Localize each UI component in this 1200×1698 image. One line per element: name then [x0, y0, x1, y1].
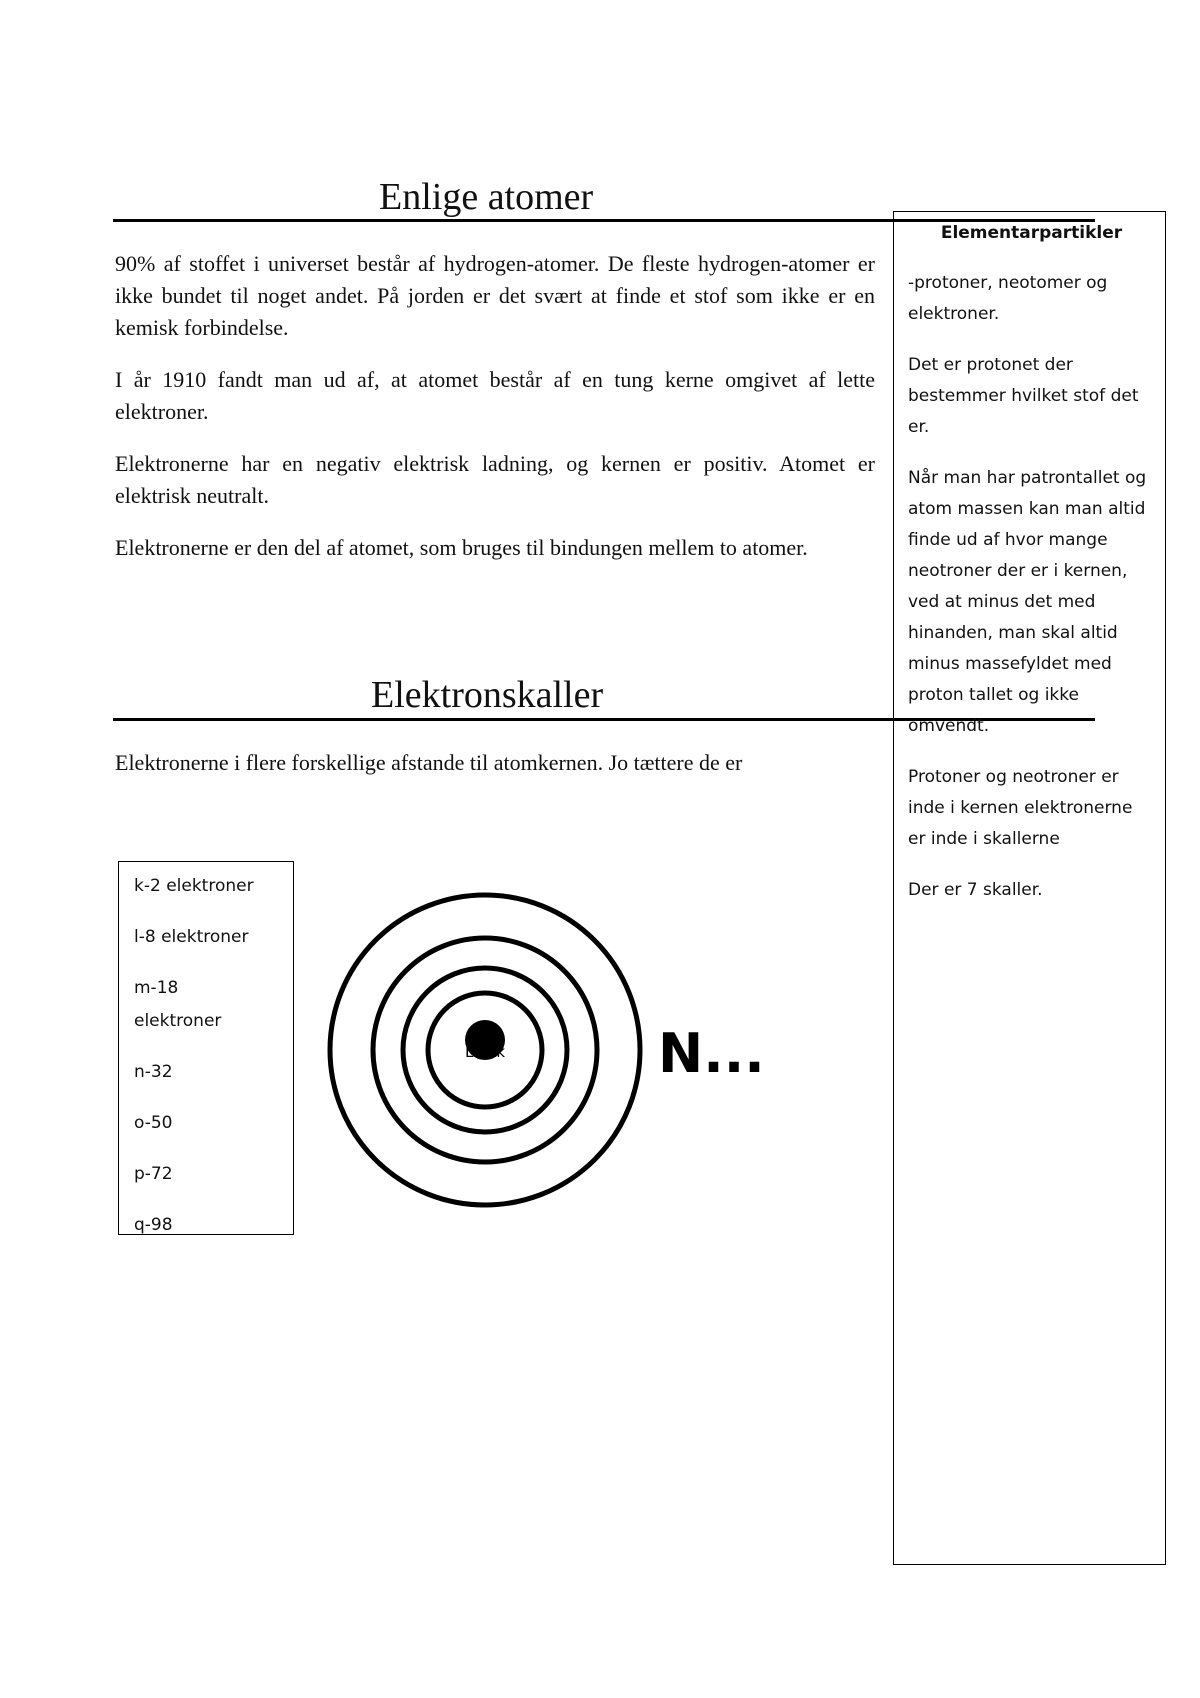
sidebar-paragraph: Når man har patrontallet og atom massen kan man altid finde ud af hvor mange neotroner der er i kernen, ved at minus det med hinanden, man skal altid minus massefyldet med proton tallet og ikke omvendt. [908, 468, 1147, 736]
paragraph: Elektronerne har en negativ elektrisk ladning, og kernen er positiv. Atomet er elektrisk neutralt. [115, 451, 875, 508]
paragraph: I år 1910 fandt man ud af, at atomet består af en tung kerne omgivet af lette elektroner. [115, 367, 875, 424]
heading-elektronskaller: Elektronskaller [371, 674, 604, 716]
paragraph: Elektronerne i flere forskellige afstande til atomkernen. Jo tættere de er [115, 750, 743, 775]
shell-item-k: k-2 elektroner [134, 876, 254, 896]
sidebar-paragraph: Der er 7 skaller. [908, 880, 1043, 900]
paragraph: 90% af stoffet i universet består af hydrogen-atomer. De fleste hydrogen-atomer er ikke bundet til noget andet. På jorden er det svært at finde et stof som ikke er en kemisk forbindelse. [115, 251, 875, 340]
nucleus-label: L...kk [464, 1043, 506, 1061]
shell-list-box [118, 861, 294, 1235]
shell-item-n: n-32 [134, 1062, 173, 1082]
electron-shell-diagram [310, 880, 790, 1220]
sidebar-elementarpartikler [893, 211, 1166, 1565]
shell-item-o: o-50 [134, 1113, 173, 1133]
paragraph: Elektronerne er den del af atomet, som bruges til bindungen mellem to atomer. [115, 535, 808, 560]
sidebar-paragraph: Protoner og neotroner er inde i kernen elektronerne er inde i skallerne [908, 767, 1133, 849]
sidebar-paragraph: Det er protonet der bestemmer hvilket stof det er. [908, 355, 1139, 437]
sidebar-title: Elementarpartikler [940, 223, 1123, 243]
section2-body [115, 747, 875, 799]
shell-n-label: N... [658, 1022, 765, 1085]
shell-item-p: p-72 [134, 1164, 173, 1184]
heading-enlige-atomer: Enlige atomer [379, 176, 594, 218]
shell-item-m: m-18 elektroner [134, 978, 222, 1031]
sidebar-paragraph: -protoner, neotomer og elektroner. [908, 273, 1108, 324]
section1-body [115, 248, 875, 584]
shell-item-l: l-8 elektroner [134, 927, 249, 947]
shell-item-q: q-98 [134, 1215, 173, 1235]
